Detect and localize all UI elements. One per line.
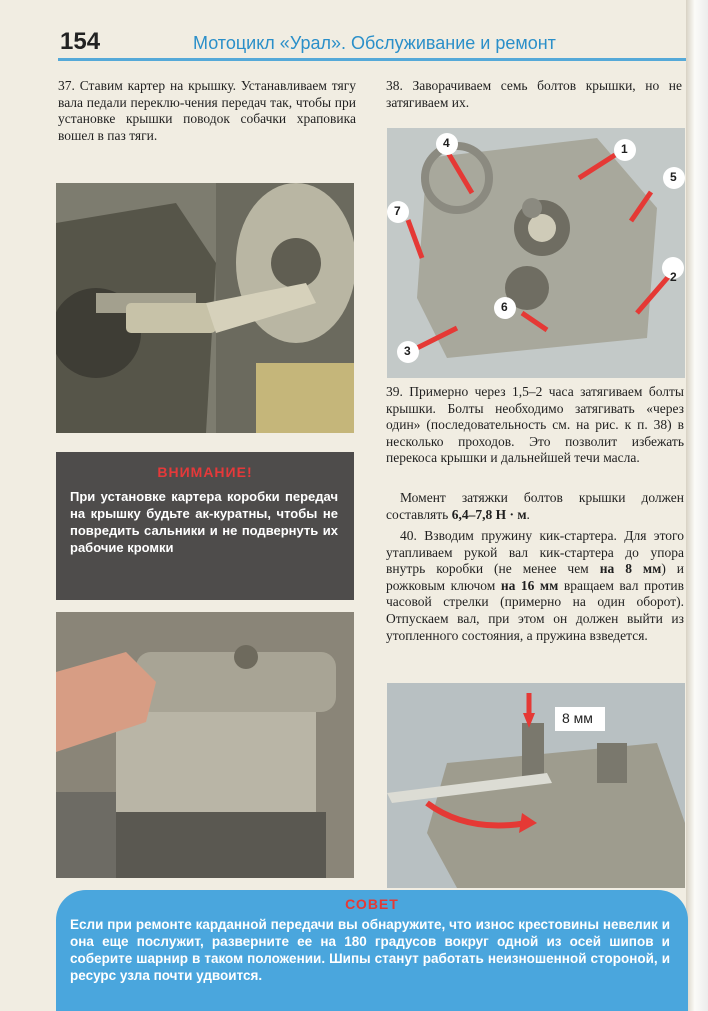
torque-suffix: . — [526, 506, 530, 522]
step-40-text — [386, 528, 684, 644]
callout-5: 5 — [670, 170, 677, 184]
callout-1: 1 — [621, 142, 628, 156]
photo-kickstarter — [387, 683, 685, 888]
header-divider — [58, 58, 686, 61]
warning-title: ВНИМАНИЕ! — [157, 464, 253, 480]
step-39-text: 39. Примерно через 1,5–2 часа затягиваем болты крышки. Болты необходимо затягивать «через один» (последовательность см. на рис. к п. 38) в несколько проходов. Это позволит избежать перекоса крышки и дальнейшей течи масла. — [386, 384, 684, 466]
step-40-part2: ) и рожковым ключом — [386, 561, 684, 593]
step-40-part3: вращаем вал против часовой стрелки (примерно на один оборот). Отпускаем вал, при этом он должен выйти из утопленного состояния, а пружина взведется. — [386, 577, 684, 643]
step-40-part1: 40. Взводим пружину кик-стартера. Для этого утапливаем рукой вал кик-стартера до упора внутрь коробки (не менее чем — [386, 528, 684, 577]
warning-text: При установке картера коробки передач на крышку будьте ак-куратны, чтобы не повредить сальники и не подвернуть их рабочие кромки — [70, 489, 338, 555]
photo-cover-bolts — [387, 128, 685, 378]
step-37-text: 37. Ставим картер на крышку. Устанавливаем тягу вала педали переклю-чения передач так, чтобы при установке крышки поводок собачки храповика вошел в паз тяги. — [58, 78, 356, 143]
torque-prefix: Момент затяжки болтов крышки должен составлять — [386, 490, 684, 522]
dimension-label: 8 мм — [562, 710, 593, 726]
tip-text: Если при ремонте карданной передачи вы обнаружите, что износ крестовины невелик и она еще послужит, разверните ее на 180 градусов вокруг одной из осей шипов и соберите шарнир в таком положении. Шипы станут работать неизношенной стороной, и ресурс узла почти удвоится. — [70, 917, 670, 983]
callout-3: 3 — [404, 344, 411, 358]
photo-shift-linkage — [56, 183, 354, 433]
step-40-depth: на 8 мм — [599, 561, 662, 577]
callout-7: 7 — [394, 204, 401, 218]
book-spine-shadow — [686, 0, 708, 1011]
step-39-torque-text — [386, 490, 684, 523]
torque-value: 6,4–7,8 Н · м — [451, 506, 527, 522]
step-38-text: 38. Заворачиваем семь болтов крышки, но не затягиваем их. — [386, 78, 682, 110]
photo-gearbox-hand — [56, 612, 354, 878]
callout-6: 6 — [501, 300, 508, 314]
tip-box — [56, 890, 688, 1011]
callout-4: 4 — [443, 136, 450, 150]
callout-2: 2 — [670, 270, 677, 284]
page-number: 154 — [60, 28, 101, 55]
running-header-title: Мотоцикл «Урал». Обслуживание и ремонт — [193, 33, 556, 53]
tip-title: СОВЕТ — [345, 896, 399, 912]
step-40-wrench-size: на 16 мм — [500, 577, 559, 593]
warning-box — [56, 452, 354, 600]
